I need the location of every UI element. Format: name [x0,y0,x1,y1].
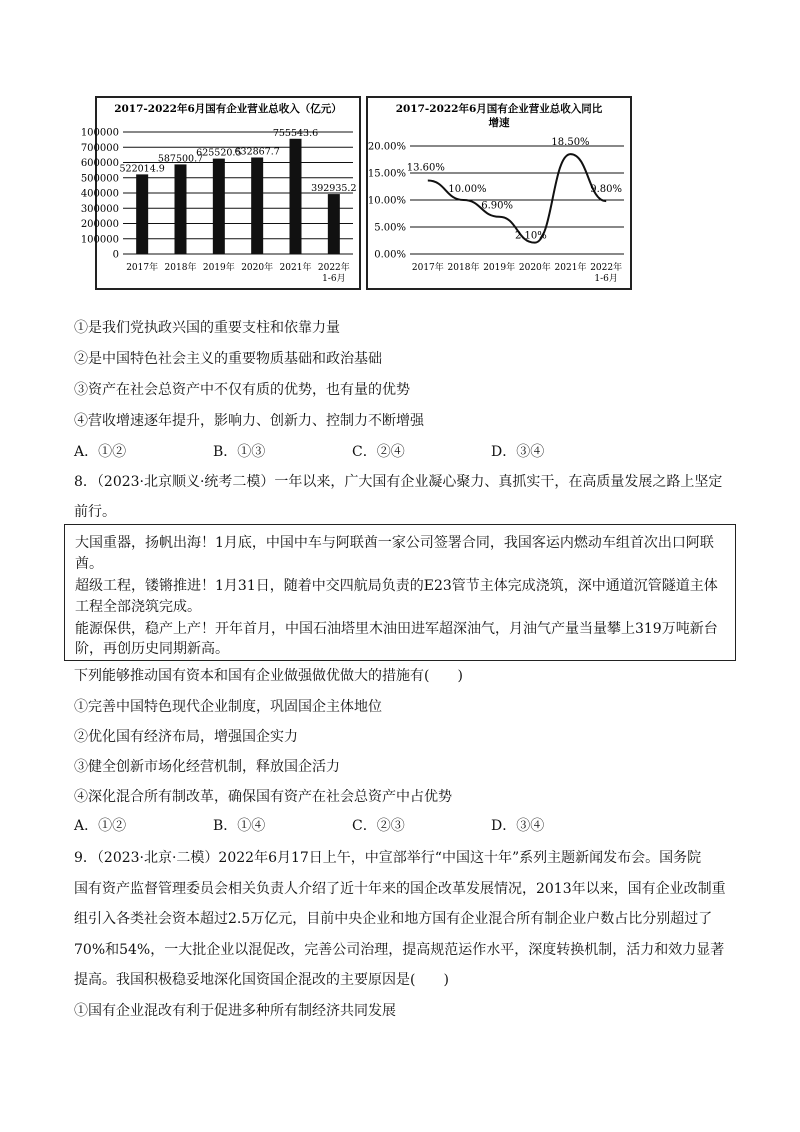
line-x-tick-label: 2017年 [411,263,444,273]
q9-stem-line-4: 70%和54%，一大批企业以混促改，完善公司治理，提高规范运作水平，深度转换机制，活力和效力显著 [74,942,725,958]
revenue-bar-chart [80,96,361,290]
revenue-bar [328,194,340,254]
line-chart-title-line-2: 增速 [488,117,510,129]
bar-x-tick-label: 1-6月 [322,274,346,284]
bar-y-tick-label: 300000 [80,203,119,215]
line-x-tick-label: 2021年 [554,263,587,273]
q7-option-a[interactable]: A．①② [74,444,127,460]
q8-option-c[interactable]: C．②③ [352,818,405,834]
bar-x-tick-label: 2019年 [202,263,235,273]
q8-statement-1: ①完善中国特色现代企业制度，巩固国企主体地位 [74,699,382,715]
q8-question: 下列能够推动国有资本和国有企业做强做优做大的措施有( ) [74,668,463,684]
material-line-1: 大国重器，扬帆出海！1月底，中国中车与阿联酋一家公司签署合同，我国客运内燃动车组首次出口阿联 [75,535,714,551]
line-x-tick-label: 2022年 [590,263,623,273]
bar-x-tick-label: 2022年 [317,263,350,273]
bar-y-tick-label: 400000 [80,188,119,200]
line-x-tick-label: 2019年 [483,263,516,273]
q8-stem-line-2: 前行。 [74,504,116,520]
bar-value-label: 755543.6 [272,127,319,139]
growth-series-line [428,154,606,243]
material-line-4: 工程全部浇筑完成。 [75,599,201,615]
bar-x-tick-label: 2018年 [164,263,197,273]
q9-stem-line-2: 国有资产监督管理委员会相关负责人介绍了近十年来的国企改革发展情况，2013年以来，国有企业改制重 [74,881,726,897]
material-line-3: 超级工程，镂锵推进！1月31日，随着中交四航局负责的E23管节主体完成浇筑，深中通道沉管隧道主体 [75,578,718,594]
bar-value-label: 625520.5 [196,147,242,159]
bar-y-tick-label: 200000 [80,219,119,230]
q8-option-b[interactable]: B．①④ [213,818,266,834]
q8-statement-2: ②优化国有经济布局，增强国企实力 [74,729,298,745]
line-chart-title-line-1: 2017-2022年6月国有企业营业总收入同比 [395,103,603,115]
q8-statement-3: ③健全创新市场化经营机制，释放国企活力 [74,759,340,775]
bar-chart-svg [80,98,359,288]
line-value-label: 6.90% [481,200,514,212]
growth-line-chart [366,96,632,290]
material-line-2: 酋。 [75,556,103,572]
line-y-tick-label: 5.00% [374,222,406,234]
bar-y-tick-label: 500000 [80,173,119,185]
bar-x-tick-label: 2020年 [241,263,274,273]
line-chart-svg [368,98,630,288]
line-y-tick-label: 10.00% [367,195,406,207]
revenue-bar [213,159,225,254]
line-y-tick-label: 0.00% [374,249,406,261]
line-y-tick-label: 15.00% [367,168,406,180]
q7-option-b[interactable]: B．①③ [213,444,266,460]
bar-y-tick-label: 100000 [80,127,119,139]
bar-x-tick-label: 2021年 [279,263,312,273]
q7-statement-1: ①是我们党执政兴国的重要支柱和依靠力量 [74,320,340,336]
bar-x-tick-label: 2017年 [126,263,159,273]
revenue-bar [290,139,302,254]
line-value-label: 13.60% [406,162,445,174]
material-line-5: 能源保供，稳产上产！开年首月，中国石油塔里木油田进军超深油气，月油气产量当量攀上319万吨新台 [75,621,718,637]
revenue-bar [175,164,187,254]
bar-value-label: 522014.9 [119,163,165,175]
material-line-6: 阶，再创历史同期新高。 [75,641,229,657]
revenue-bar [136,174,148,254]
line-x-tick-label: 1-6月 [594,274,618,284]
q8-option-d[interactable]: D．③④ [491,818,545,834]
bar-y-tick-label: 700000 [80,142,119,154]
line-x-tick-label: 2020年 [518,263,551,273]
line-value-label: 2.10% [514,230,547,242]
q8-material-box [64,524,736,661]
line-value-label: 18.50% [551,137,590,149]
bar-y-tick-label: 600000 [80,158,119,169]
bar-y-tick-label: 100000 [80,234,119,246]
q8-statement-4: ④深化混合所有制改革，确保国有资产在社会总资产中占优势 [74,789,452,805]
q9-stem-line-5: 提高。我国积极稳妥地深化国资国企混改的主要原因是( ) [74,972,449,988]
q9-stem-line-1: 9．（2023·北京·二模）2022年6月17日上午，中宣部举行“中国这十年”系列主题新闻发布会。国务院 [74,850,702,866]
q7-option-c[interactable]: C．②④ [352,444,405,460]
bar-value-label: 587500.7 [157,153,204,165]
line-value-label: 10.00% [448,184,487,195]
bar-y-tick-label: 0 [112,249,119,261]
q7-statement-3: ③资产在社会总资产中不仅有质的优势，也有量的优势 [74,382,410,398]
q7-option-d[interactable]: D．③④ [491,444,545,460]
line-y-tick-label: 20.00% [367,141,406,153]
charts-area [80,96,631,288]
line-value-label: 9.80% [590,184,623,196]
q9-stem-line-3: 组引入各类社会资本超过2.5万亿元，目前中央企业和地方国有企业混合所有制企业户数占比分别超过了 [74,911,713,927]
q9-statement-1: ①国有企业混改有利于促进多种所有制经济共同发展 [74,1003,396,1019]
line-x-tick-label: 2018年 [447,263,480,273]
q7-statement-2: ②是中国特色社会主义的重要物质基础和政治基础 [74,351,382,367]
q8-stem-line-1: 8．（2023·北京顺义·统考二模）一年以来，广大国有企业凝心聚力、真抓实干，在高质量发展之路上坚定 [74,474,723,490]
q8-option-a[interactable]: A．①② [74,818,127,834]
bar-chart-title: 2017-2022年6月国有企业营业总收入（亿元） [114,103,342,115]
revenue-bar [251,157,263,254]
bar-value-label: 632867.7 [234,146,280,158]
bar-value-label: 392935.2 [311,183,357,195]
q7-statement-4: ④营收增速逐年提升，影响力、创新力、控制力不断增强 [74,413,424,429]
